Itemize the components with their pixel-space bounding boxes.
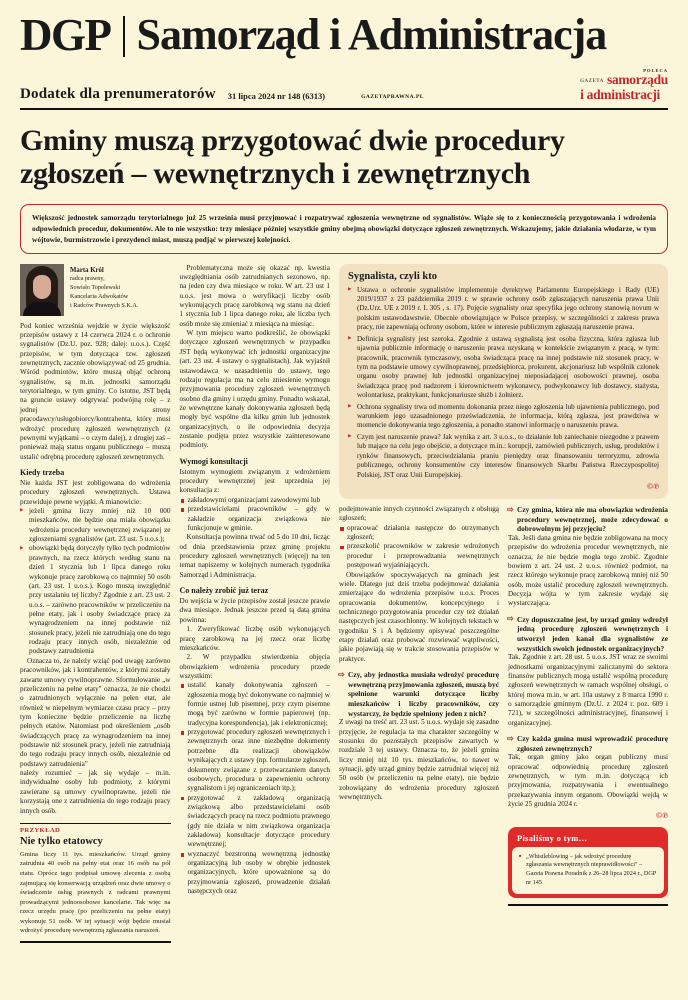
paragraph: Obowiązków spoczywających na gminach jest wiele. Dlatego już dziś trzeba podejmować działania zmierzające do wdrożenia przepisów u.o.s. Proces opracowania dokumentów, koncepcyjnego i technicznego przygotowania procedur czy też działań następczych jest czasochłonny. W kolejnych tekstach w tygodniku S i A będziemy opisywać poszczególne etapy działań oraz probować rozwiewać wątpliwości, jakie pojawiają się w trakcie stosowania przepisów w praktyce. <box>339 570 499 663</box>
masthead-bottom-rule <box>20 108 668 110</box>
right-columns <box>339 505 668 906</box>
list-item: ▶ Definicja sygnalisty jest szeroka. Zgodnie z ustawą sygnalistą jest osoba fizyczna, która zgłasza lub ujawnia publicznie informację o naruszeniu prawa uzyskaną w kontekście związanym z pracą, w tym: pracownik, pracownik tymczasowy, osoba świadcząca pracę na innej podstawie niż stosunek pracy, w tym na podstawie umowy cywilnoprawnej, przedsiębiorca, prokurent, akcjonariusz lub wspólnik członek organu osoby prawnej lub jednostki organizacyjnej nieposiadającej osobowości prawnej, osoba świadcząca pracę pod nadzorem i kierownictwem wykonawcy, podwykonawcy lub dostawcy, stażysta, wolontariusz, praktykant, funkcjonariusze służb i żołnierz. <box>348 335 659 401</box>
bullet-list <box>180 496 331 533</box>
list-item: zakładowymi organizacjami zawodowymi lub <box>180 496 331 505</box>
question-heading: ⇨ Czy gmina, która nie ma obowiązku wdrożenia procedury wewnętrznej, może zdecydować o dobrowolnym jej przyjęciu? <box>508 505 668 534</box>
poleca-label: POLECA <box>643 67 668 73</box>
list-item: ▶ jeżeli gmina liczy mniej niż 10 000 mieszkańców, nie będzie ona miała obowiązku wdrożenia procedury wewnętrznej związanej ze zgłoszeniami sygnalistów (art. 23 ust. 5 u.o.s.); <box>20 507 171 544</box>
column-4 <box>508 505 668 906</box>
sidebar-sygnalista-box <box>339 264 668 499</box>
masthead-subline <box>20 69 668 103</box>
related-articles-title: Pisaliśmy o tym… <box>517 832 588 843</box>
question-heading: ⇨ Czy każda gmina musi wprowadzić procedurę zgłoszeń zewnętrznych? <box>508 734 668 753</box>
issue-info: 31 lipca 2024 nr 148 (6313) <box>227 90 326 101</box>
brand-logo: DGP <box>20 10 111 60</box>
list-item: przeszkolić pracowników w zakresie wdrożonych procedur i przeprowadzania wewnętrznych postępowań wyjaśniających. <box>339 542 499 570</box>
numbered-item: 1. Zweryfikować liczbę osób wykonujących pracę zarobkową na jej rzecz oraz liczbę mieszkańców. <box>179 625 330 652</box>
answer-paragraph: Tak. Jeśli dana gmina nie będzie zobligowana na mocy przepisów do wdrożenia procedur wewnętrznych, nie oznacza, że nie będzie mogła tego zrobić. Zgodnie bowiem z art. 24 ust. 2 u.o.s. również podmiot, na rzecz którego wykonuje pracę zarobkową mniej niż 50 osób, może ustalić procedurę zgłoszeń wewnętrznych. Decyzja wójta w tym zakresie wydaje się wystarczająca. <box>508 533 668 608</box>
list-item[interactable]: ■ „Whistleblowing – jak wdrożyć procedurę zgłaszania wewnętrznych nieprawidłowości" – Gazeta Prawna Poradnik z 26–28 lipca 2024 r., DGP nr 145 <box>519 853 657 888</box>
author-firm-3: i Radców Prawnych S.K.A. <box>70 301 139 309</box>
author-firm-1: Sowisło Topolewski <box>70 284 121 291</box>
paragraph: Pod koniec września wejdzie w życie większość przepisów ustawy z 14 czerwca 2024 r. o ochronie sygnalistów (Dz.U. poz. 928; dalej: u.o.s.). Część przepisów, w tym dotycząca tzw. zgłoszeń zewnętrznych, zacznie obowiązywać od 25 grudnia. Wśród podmiotów, które muszą objąć ochroną sygnalistów, są m.in. jednostki samorządu terytorialnego, w tym gminy. Co istotne, JST będą na gruncie ustawy odgrywać podwójną rolę – z jednej strony pracodawcy/usługobiorcy/kontrahenta, który musi wdrożyć procedurę zgłoszeń wewnętrznych (z pewnymi wyjątkami – o czym dalej), z drugiej zaś – ponieważ mają status organu publicznego – muszą ustalić odrębną procedurę zgłoszeń zewnętrznych. <box>20 321 171 461</box>
list-item: opracować działania następcze do otrzymanych zgłoszeń; <box>339 524 499 543</box>
subheading-wymogi-konsultacji: Wymogi konsultacji <box>179 456 248 466</box>
sidebar-list <box>348 286 659 480</box>
subheading-kiedy-trzeba: Kiedy trzeba <box>20 467 65 477</box>
column-1 <box>20 264 171 943</box>
bottom-rule <box>508 904 668 906</box>
section-title: Samorząd i Administracja <box>136 10 607 59</box>
list-item: przedstawicielami pracowników – gdy w zakładzie organizacja związkowa nie funkcjonuje w gminie. <box>180 505 331 533</box>
sidebar-title: Sygnalista, czyli kto <box>348 270 437 282</box>
author-role: radca prawny, <box>70 275 105 283</box>
supplement-label: Dodatek dla prenumeratorów <box>20 85 216 102</box>
paragraph: Nie każda JST jest zobligowana do wdrożenia procedury zgłoszeń wewnętrznych. Ustawa przewiduje pewne wyjątki. A mianowicie: <box>20 478 171 506</box>
answer-paragraph: Tak. Zgodnie z art. 28 ust. 5 u.o.s. JST wraz ze swoimi jednostkami organizacyjnymi zaliczanymi do sektora finansów publicznych mogą ustalić wspólną procedurę zgłoszeń wewnętrznych w ramach wspólnej obsługi, o której mowa m.in. w art. 10a ustawy z 8 marca 1990 r. o samorządzie gminnym (Dz.U. z 2024 r. poz. 609 i 721), w szczególności administracyjnej, finansowej i organizacyjnej. <box>508 653 668 727</box>
lead-paragraph: Większość jednostek samorządu terytorialnego już 25 września musi przyjmować i rozpatrywać zgłoszenia wewnętrzne od sygnalistów. Wiąże się to z koniecznością przygotowania i wdrożenia odpowiednich procedur, dokumentów. Ale to nie wszystko: trzy miesiące później wszystkie gminy obejmą obowiązki dotyczące zgłoszeń zewnętrznych. Wskazujemy, jakie działania włodarze, w tym wójtowie, burmistrzowie i prezydenci miast, muszą podjąć w pierwszej kolejności. <box>20 204 668 254</box>
list-item: przygotować procedury zgłoszeń wewnętrznych i zewnętrznych oraz inne niezbędne dokumenty potrzebne dla realizacji obowiązków wynikających z ustawy (np. formularze zgłoszeń, dokumenty związane z przetwarzaniem danych osobowych, procedura o zapewnieniu ochrony sygnalistom i jej ograniczeniach itp.); <box>180 728 331 794</box>
page-headline: Gminy muszą przygotować dwie procedury zgłoszeń – wewnętrznych i zewnętrznych <box>20 123 565 191</box>
list-item: przygotować z zakładową organizacją związkową albo przedstawicielami osób świadczących pracę na rzecz podmiotu prawnego (gdy nie działa w nim związkowa organizacja zakładowa) konsultacje dotyczące procedury wewnętrznej; <box>180 794 331 850</box>
paragraph: Problematyczna może się okazać np. kwestia uwzględniania osób zatrudnianych sezonowo, np. na jeden czy dwa miesiące w roku. W art. 23 ust 1 u.o.s. jest mowa o weryfikacji liczby osób wykonujących pracę zarobkową wg stanu na dzień 1 stycznia lub 1 lipca danego roku, ale liczba tych osób może się zmieniać z miesiąca na miesiąc. <box>179 263 330 328</box>
paragraph: Do wejścia w życie przepisów został jeszcze prawie dwa miesiące. Jednak jeszcze przed tą datą gmina powinna: <box>179 597 330 624</box>
copyright-mark: ©℗ <box>647 482 659 491</box>
partner-name <box>580 73 668 102</box>
column-2 <box>180 264 331 943</box>
author-block <box>20 264 171 316</box>
partner-line-1: samorządu <box>606 72 668 88</box>
subheading-co-nalezy-zrobic: Co należy zrobić już teraz <box>179 586 269 596</box>
paragraph: podejmowanie innych czynności związanych z obsługą zgłoszeń; <box>339 505 499 523</box>
example-bottom-rule <box>20 941 171 943</box>
paragraph: Istotnym wymogiem związanym z wdrożeniem procedury wewnętrznej jest uprzednia jej konsultacja z: <box>179 467 330 495</box>
related-articles-body <box>512 847 664 894</box>
partner-logo <box>580 69 668 103</box>
masthead <box>20 10 668 60</box>
masthead-divider <box>123 16 125 57</box>
list-item: ustalić kanały dokonywania zgłoszeń – zgłoszenia mogą być dokonywane co najmniej w formie ustnej lub pisemnej, przy czym pisemne mogą być zarówno w formie papierowej (np. tradycyjna korespondencja), jak i elektronicznej; <box>180 681 331 728</box>
partner-line-2: i administracji <box>580 87 660 103</box>
example-box <box>20 823 171 943</box>
related-list <box>519 853 657 888</box>
answer-paragraph: Tak, organ gminy jako organ publiczny musi opracować odpowiednią procedurę zgłoszeń zewnętrznych, w tym m.in. dotyczącą ich przyjmowania, rozpatrywania i ewentualnego przekazywania innym organom. Obowiązki wejdą w życie 25 grudnia 2024 r. <box>508 753 668 809</box>
example-label: PRZYKŁAD <box>20 826 61 834</box>
bullet-list <box>180 681 331 896</box>
example-title: Nie tylko etatowcy <box>20 835 103 847</box>
question-heading: ⇨ Czy, aby jednostka musiała wdrożyć procedurę wewnętrzną przyjmowania zgłoszeń, muszą być spełnione warunki dotyczące liczby mieszkańców i liczby pracowników, czy wystarczy, że będzie spełniony jeden z nich? <box>339 670 499 718</box>
author-info <box>70 264 138 316</box>
list-item: wyznaczyć bezstronną wewnętrzną jednostkę organizacyjną lub osoby w obrębie jednostek organizacyjnych, które upoważnione są do przyjmowania zgłoszeń, prowadzenie działań następczych oraz <box>180 850 331 897</box>
related-articles-box <box>508 827 668 898</box>
example-body: Gmina liczy 11 tys. mieszkańców. Urząd gminy zatrudnia 40 osób na pełny etat oraz 16 osób na pół etatu. Oprócz tego podpisał umowę zlecenia z osobą zajmującą się konserwacją urządzeń oraz dwie umowy o świadczenie usług prawnych z radcami prawnymi prowadzącymi jednoosobowe kancelarie. Tak więc na rzecz urzędu pracę (po przeliczeniu na pełne etaty) wykonuje 51 osób. W tej sytuacji wójt będzie musiał wdrożyć procedurę wewnętrzną zgłaszania naruszeń. <box>20 850 171 935</box>
numbered-item: 2. W przypadku stwierdzenia objęcia obowiązkiem wdrożenia procedury przede wszystkim: <box>179 653 330 680</box>
partner-prefix: GAZETA <box>580 79 604 85</box>
website-url: GAZETAPRAWNA.PL <box>361 93 424 100</box>
paragraph: W tym miejscu warto podkreślić, że obowiązki dotyczące zgłoszeń wewnętrznych w przypadku JST będą wykonywać ich jednostki organizacyjne (art. 23 ust. 4 ustawy o sygnalistach). Jak wyjaśnił ustawodawca w uzasadnieniu do ustawy, tego rodzaju regulacja ma na celu zniesienie wymogu przyjmowania procedury zgłoszeń wewnętrznych osobno dla gminy i urzędu gminy. Ponadto wskazał, że wewnętrzne kanały dokonywania zgłoszeń będą mogły być wspólne dla kilku gmin lub jednostek organizacyjnych, o ile odpowiednia decyzja zostanie podjęta przez wszystkie zainteresowane podmioty. <box>179 329 330 450</box>
question-heading: ⇨ Czy dopuszczalne jest, by urząd gminy wdrożył jedną procedurę zgłoszeń wewnętrznych i utworzył jeden kanał dla sygnalistów ze wszystkich swoich jednostek organizacyjnych? <box>508 615 668 654</box>
article-columns <box>20 264 668 943</box>
author-firm-2: Kancelaria Adwokatów <box>70 292 129 300</box>
list-item: ▶ Ochrona sygnalisty trwa od momentu dokonania przez niego zgłoszenia lub ujawnienia publicznego, pod warunkiem jego uzasadnionego przeświadczenia, że informacja, którą zgłasza, jest prawdziwa w momencie dokonywania tego zgłoszenia, a ponadto stanowi informację o naruszeniu prawa. <box>348 403 659 431</box>
paragraph: Oznacza to, że należy wziąć pod uwagę zarówno pracowników, jak i kontrahentów, z którymi zostały zawarte umowy cywilnoprawne. Sformułowanie „w przeliczeniu na pełne etaty" oznacza, że nie chodzi o zatrudnionych wyłącznie na pełen etat, ale również w niepełnym wymiarze czasu pracy – przy tym konieczne będzie przeliczenie na liczbę pełnych etatów. Natomiast pod określeniem „osób świadczących pracę za wynagrodzeniem na innej podstawie niż stosunek pracy, jeżeli nie zatrudniają do tego rodzaju pracy innych osób, niezależnie od podstawy zatrudnienia" <box>20 656 171 768</box>
list-item: ▶ Ustawa o ochronie sygnalistów implementuje dyrektywę Parlamentu Europejskiego i Rady (UE) 2019/1937 z 23 października 2019 r. w sprawie ochrony osób zgłaszających naruszenia prawa Unii (Dz.Urz. UE z 2019 r. L 305 , s. 17). Pojęcie sygnalisty oraz specyfika jego ochrony stanowią novum w polskim ustawodawstwie. Obecnie obowiązujące w Polsce przepisy, w szczególności z zakresu prawa pracy, nie zapewniają ochrony osobom, które w interesie publicznym zgłaszają naruszenie prawa. <box>348 286 659 333</box>
bullet-list <box>339 524 499 571</box>
column-3 <box>339 505 499 906</box>
author-name: Marta Król <box>70 266 104 274</box>
list-item: ▶ obowiązki będą dotyczyły tylko tych podmiotów prawnych, na rzecz których według stanu na dzień 1 stycznia lub 1 lipca danego roku wykonuje pracę zarobkową co najmniej 50 osób (art. 23 ust. 1 u.o.s.). Kogo muszą uwzględnić przy ustalaniu tej liczby? Zgodnie z art. 23 ust. 2 u.o.s. – zarówno pracowników w przeliczeniu na pełne etaty, jak i osoby świadczące pracę za wynagrodzeniem na innej podstawie niż stosunek pracy, jeżeli nie zatrudniają one do tego rodzaju pracy innych osób, niezależnie od podstawy zatrudnienia <box>20 544 171 656</box>
paragraph: Konsultacja powinna trwać od 5 do 10 dni, licząc od dnia przedstawienia przez gminę projektu procedury zgłoszeń wewnętrznych (więcej) na ten temat napiszemy w kolejnych numerach tygodnika Samorząd i Administracja. <box>179 533 330 579</box>
bullet-list <box>20 507 171 657</box>
right-block <box>339 264 668 943</box>
answer-paragraph: Z uwagi na treść art. 23 ust. 5 u.o.s. wydaje się zasadne przyjęcie, że regulacja ta ma charakter szczególny w stosunku do pozostałych przepisów zawartych w rozdziale 3 tej ustawy. Oznacza to, że jeżeli gmina liczy mniej niż 10 tys. mieszkańców, to nawet w sytuacji, gdy urząd gminy będzie zatrudniał więcej niż 50 osób (w przeliczeniu na pełne etaty), nie będzie zobowiązany do wdrożenia procedury zgłoszeń wewnętrznych. <box>339 718 499 802</box>
copyright-mark: ©℗ <box>656 810 668 820</box>
list-item: ▶ Czym jest naruszenie prawa? Jak wynika z art. 3 u.o.s., to działanie lub zaniechanie niezgodne z prawem lub mające na celu jego obejście, a dotyczące m.in.: korupcji, zamówień publicznych, usług, produktów i rynków finansowych, przeciwdziałania praniu pieniędzy oraz finansowaniu terroryzmu, zdrowia publicznego, ochrony konsumentów czy interesów finansowych Skarbu Państwa Rzeczypospolitej Polskiej, JST oraz Unii Europejskiej. <box>348 433 659 480</box>
paragraph: należy rozumieć – jak się wydaje – m.in. indywidualne osoby lub podmioty, z którymi zawierane są umowy cywilnoprawne, jeżeli nie korzystają one z zatrudnienia do tego rodzaju pracy innych osób. <box>20 769 171 815</box>
avatar <box>20 264 64 316</box>
